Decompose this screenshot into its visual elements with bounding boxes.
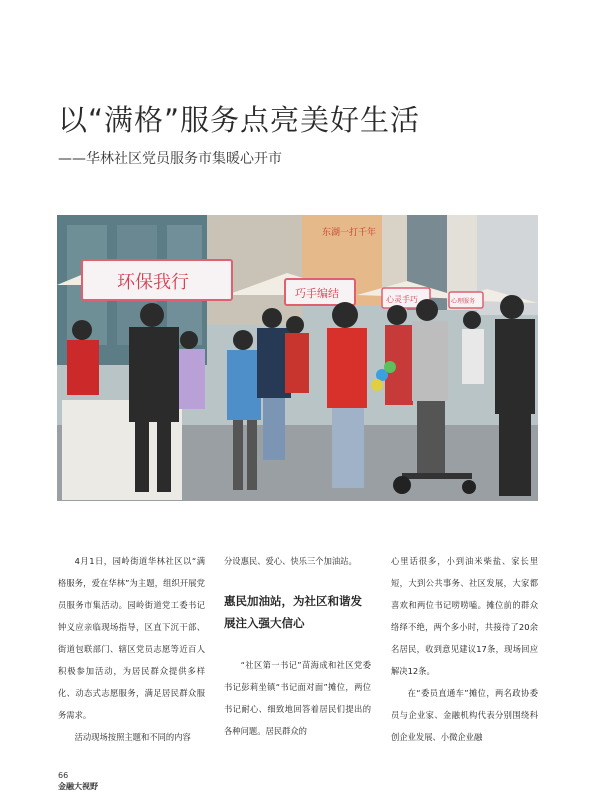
section-heading: 惠民加油站，为社区和谐发展注入强大信心 xyxy=(224,594,362,630)
paragraph: 在“委员直通车”摊位，两名政协委员与企业家、金融机构代表分别围绕科创企业发展、小微企业融 xyxy=(391,688,538,742)
page-number: 66 xyxy=(58,771,69,780)
paragraph: 4月1日，园岭街道华林社区以“满格服务，爱在华林”为主题，组织开展党员服务市集活动。园岭街道党工委书记钟义应亲临现场指导，区直下沉干部、街道包联部门、辖区党员志愿等近百人积极参加活动，为居民群众提供多样化、动态式志愿服务，满足居民群众服务需求。 xyxy=(58,556,205,720)
banner-2: 巧手编结 xyxy=(295,288,339,300)
paragraph: 心里话很多，小到油米柴盐、家长里短，大到公共事务、社区发展，大家都喜欢和两位书记唠唠嗑。摊位前的群众络绎不绝，两个多小时，共接待了20余名居民，收到意见建议17条，现场回应解决12条。 xyxy=(391,556,538,676)
banner-4: 心理服务 xyxy=(451,299,476,305)
text-column-1 xyxy=(58,550,205,748)
paragraph: 活动现场按照主题和不同的内容 xyxy=(74,732,191,742)
paragraph: “社区第一书记”苗海成和社区党委书记彭莉坐镇“书记面对面”摊位，两位书记耐心、细致地回答着居民们提出的各种问题。居民群众的 xyxy=(224,660,371,736)
article-title: 以“满格”服务点亮美好生活 xyxy=(58,103,421,137)
text-column-2 xyxy=(224,550,371,742)
article-subtitle: ——华林社区党员服务市集暖心开市 xyxy=(58,151,282,167)
banner-1: 环保我行 xyxy=(117,272,189,292)
magazine-logo: 金融大视野 xyxy=(58,782,98,791)
banner-3: 心灵手巧 xyxy=(386,295,418,304)
event-photo xyxy=(57,215,538,501)
paragraph: 分设惠民、爱心、快乐三个加油站。 xyxy=(224,556,357,566)
storefront-sign: 东湖一打千年 xyxy=(322,227,377,237)
text-column-3 xyxy=(391,550,538,748)
